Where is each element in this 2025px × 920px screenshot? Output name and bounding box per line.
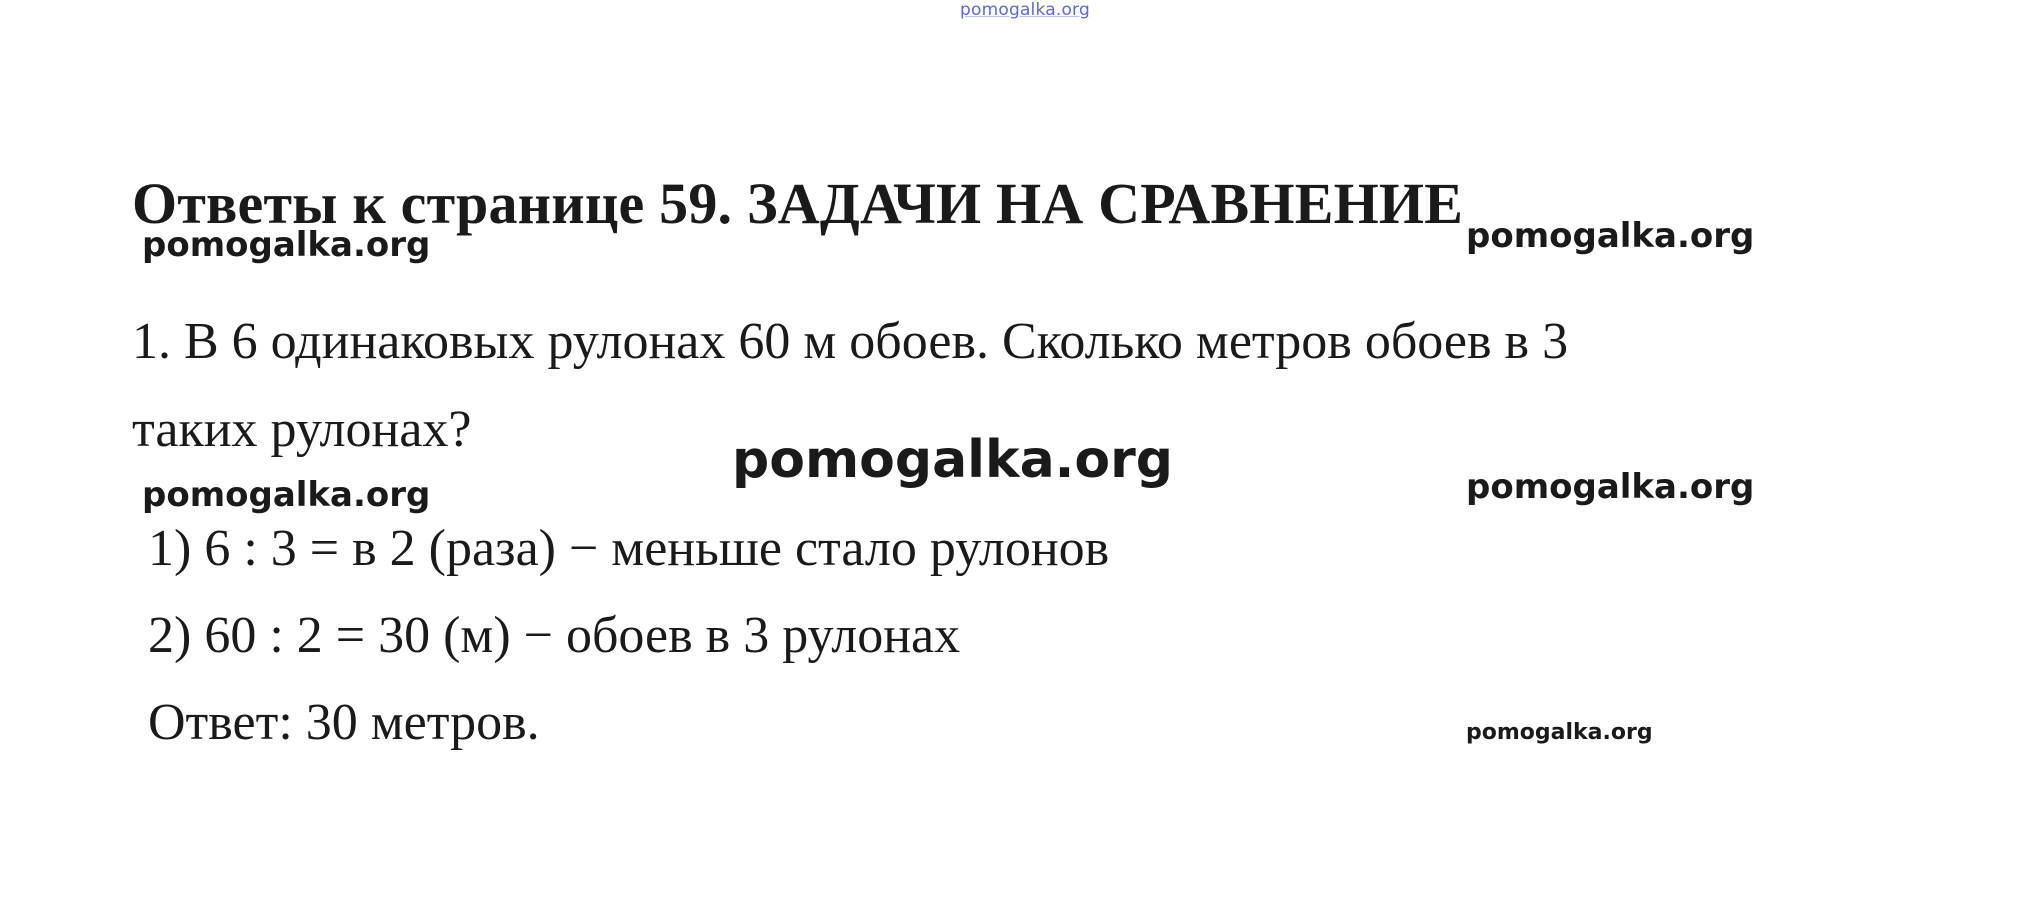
watermark-right-upper: pomogalka.org (1466, 216, 1755, 256)
solution-step-2: 2) 60 : 2 = 30 (м) − обоев в 3 рулонах (148, 607, 961, 664)
watermark-left-middle: pomogalka.org (142, 475, 431, 515)
watermark-center: pomogalka.org (732, 430, 1174, 490)
problem-text-line-1: 1. В 6 одинаковых рулонах 60 м обоев. Сколько метров обоев в 3 (132, 313, 1569, 370)
solution-answer: Ответ: 30 метров. (148, 694, 540, 751)
page-title: Ответы к странице 59. ЗАДАЧИ НА СРАВНЕНИЕ (132, 171, 1464, 236)
watermark-left-upper: pomogalka.org (142, 225, 431, 265)
watermark-right-small: pomogalka.org (1466, 720, 1653, 745)
watermark-right-middle: pomogalka.org (1466, 467, 1755, 507)
problem-text-line-2: таких рулонах? (132, 401, 472, 458)
source-watermark-link[interactable]: pomogalka.org (960, 0, 1090, 20)
solution-step-1: 1) 6 : 3 = в 2 (раза) − меньше стало рулонов (148, 520, 1110, 577)
